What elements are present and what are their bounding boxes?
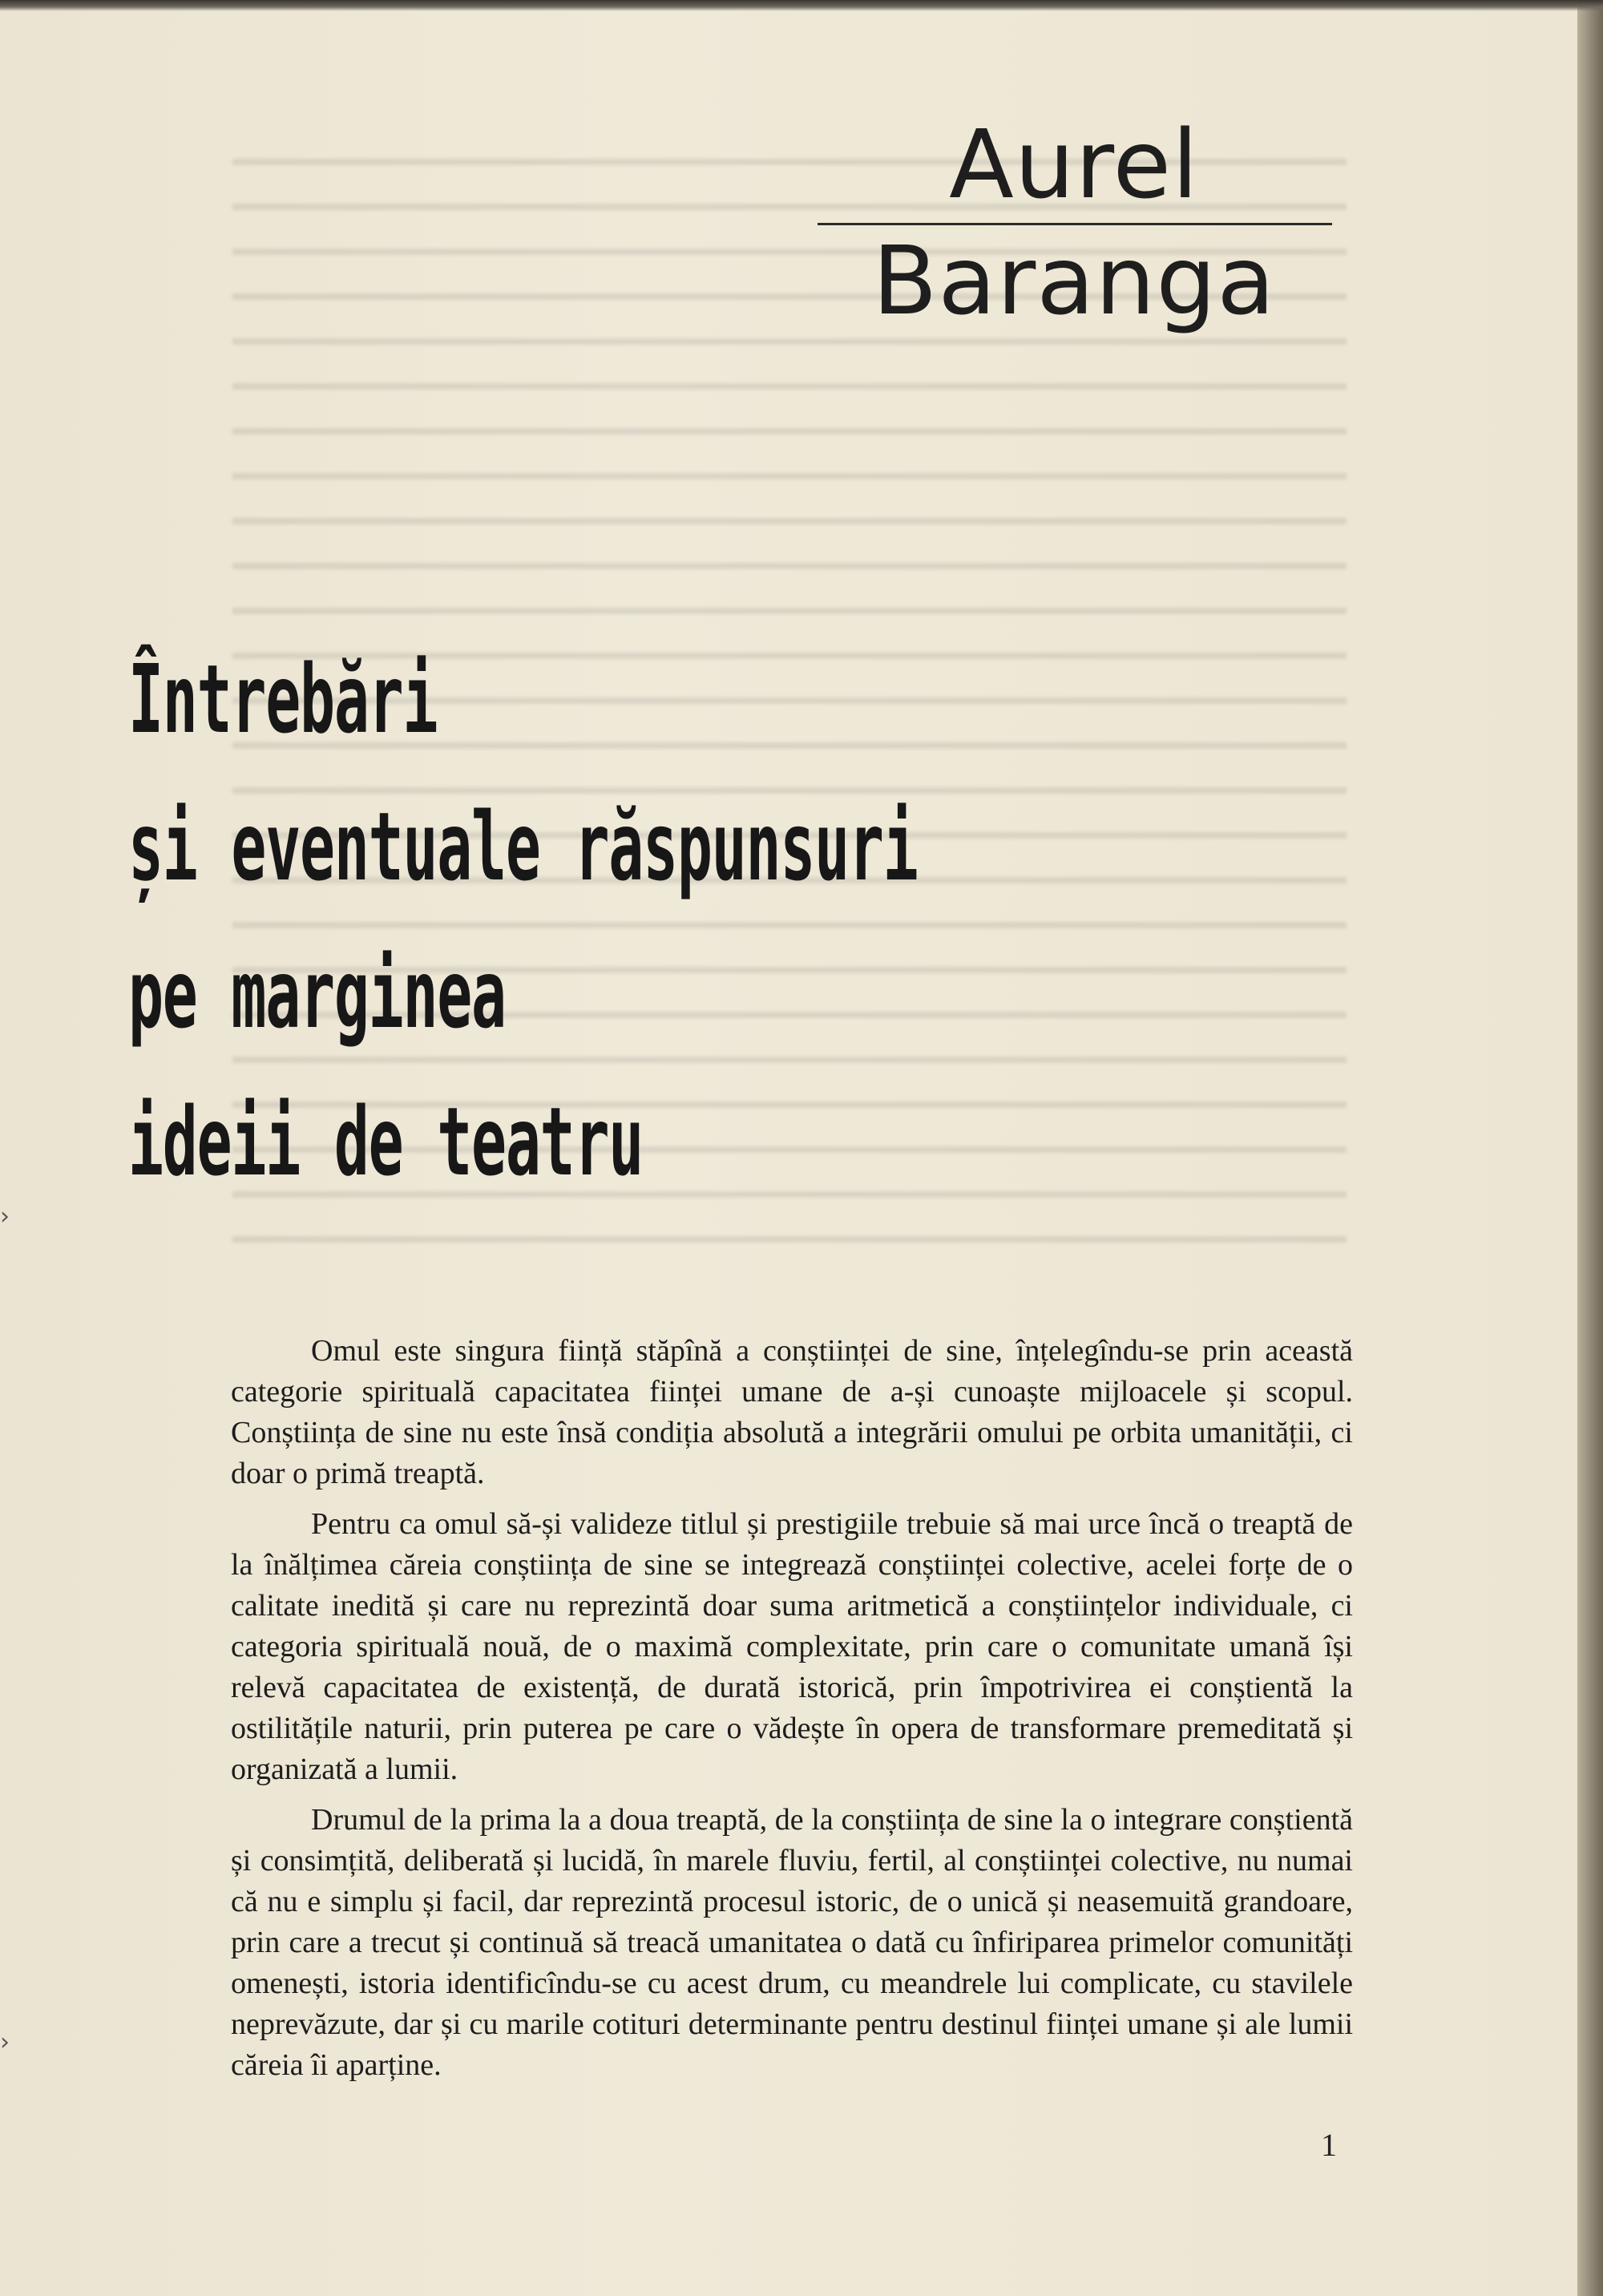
title-line-2: și eventuale răspunsuri	[128, 791, 918, 902]
author-first-name: Aurel	[949, 109, 1199, 220]
paragraph-3: Drumul de la prima la a doua treaptă, de la conștiința de sine la o integrare conștientă și consimțită, deliberată și lucidă, în marele fluviu, fertil, al conștiinței colective, nu numai că nu e simplu și facil, dar reprezintă procesul istoric, de o unică și neasemuită grandoare, prin care a trecut și continuă să treacă umanitatea o dată cu înfiriparea primelor comunități omenești, istoria identificîndu-se cu acest drum, cu meandrele lui complicate, cu stavilele neprevăzute, dar și cu marile cotituri determinante pentru destinul ființei umane și ale lumii căreia îi aparține.	[231, 1803, 1353, 2082]
author-last-name: Baranga	[872, 225, 1276, 336]
paragraph-2: Pentru ca omul să-și valideze titlul și prestigiile trebuie să mai urce încă o treaptă de la înălțimea căreia conștiința de sine se integrează conștiinței colective, acelei forțe de o calitate inedită și care nu reprezintă doar suma aritmetică a conștiințelor individuale, ci categoria spirituală nouă, de o maximă complexitate, prin care o comunitate umană își relevă capacitatea de existență, de durată istorică, prin împotrivirea ei conștientă la ostilitățile naturii, prin puterea pe care o vădește în opera de transformare premeditată și organizată a lumii.	[231, 1507, 1353, 1786]
page-number: 1	[1321, 2127, 1337, 2163]
margin-tick-mark: ›	[0, 1203, 10, 1231]
book-spine-edge	[1577, 0, 1603, 2296]
paragraph-1: Omul este singura ființă stăpînă a conștiinței de sine, înțelegîndu-se prin această categorie spirituală capacitatea ființei umane de a-și cunoaște mijloacele și scopul. Conștiința de sine nu este însă condiția absolută a integrării omului pe orbita umanității, ci doar o primă treaptă.	[231, 1334, 1353, 1490]
article-title	[128, 625, 918, 1215]
margin-tick-mark: ›	[0, 2028, 10, 2056]
title-line-3: pe marginea	[128, 939, 506, 1049]
page-top-edge	[0, 0, 1603, 11]
title-line-4: ideii de teatru	[128, 1086, 644, 1197]
title-line-1: Întrebări	[128, 644, 438, 754]
article-body	[231, 1331, 1353, 2096]
author-block	[802, 109, 1347, 336]
